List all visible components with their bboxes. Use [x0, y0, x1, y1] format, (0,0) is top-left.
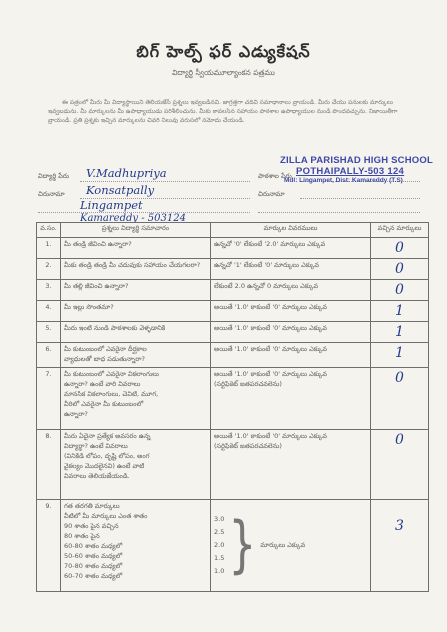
- scale-value: 3.0: [214, 515, 225, 523]
- table-row: [37, 280, 429, 301]
- header-sno: వ.సం.: [37, 223, 61, 238]
- dotted-line: [300, 198, 420, 199]
- school-name-label: పాఠశాల పేరు: [258, 172, 292, 180]
- row-mark: 0: [371, 280, 429, 301]
- brace-glyph: }: [228, 509, 257, 581]
- row-question: మీ కుటుంబంలో ఎవరైనా వికలాంగులు ఉన్నారా? ఉంటే వారి వివరాలు మానసిక వికలాంగులు, చెవిటి, మూగ, వీరిలో ఎవరైనా మీ కుటుంబంలో ఉన్నారా?: [61, 368, 211, 430]
- row-number: 9.: [37, 500, 61, 592]
- table-row: [37, 259, 429, 280]
- header-question: ప్రశ్నలు విద్యార్థి సమాచారం: [61, 223, 211, 238]
- intro-line: మీకు కావలసిన సహాయం పాఠశాల ఉపాధ్యాయుల నుండి పొందవచ్చును. నిజాయితీగా వ్రాయండి.: [48, 108, 398, 125]
- row-criteria: [211, 500, 371, 592]
- scale-value: 1.5: [214, 554, 225, 562]
- table-row: [37, 343, 429, 368]
- table-row: [37, 322, 429, 343]
- row-number: 8.: [37, 430, 61, 500]
- stamp-line-1: ZILLA PARISHAD HIGH SCHOOL: [280, 155, 433, 166]
- table-row: [37, 238, 429, 259]
- row-criteria: అయితే '1.0' కాకుంటే '0' మార్కులు ఎక్కువ (సర్టిఫికెట్ జతపరచవలెను): [211, 430, 371, 500]
- intro-line: మీరు చేయు పనులకు మార్కులు ఇవ్వబడును. మీ మార్కులను మీ ఉపాధ్యాయుడు పరిశీలించును.: [48, 99, 393, 116]
- row-number: 4.: [37, 301, 61, 322]
- dotted-line: [80, 181, 250, 182]
- assessment-table: [36, 222, 429, 592]
- row-question: మీ తల్లి జీవించి ఉన్నారా?: [61, 280, 211, 301]
- row-question: మీ తండ్రి జీవించి ఉన్నారా?: [61, 238, 211, 259]
- table-row: [37, 368, 429, 430]
- table-row: [37, 430, 429, 500]
- row-criteria: ఉన్నచో '0' లేకుంటే '2.0' మార్కులు ఎక్కువ: [211, 238, 371, 259]
- student-name-value: V.Madhupriya: [86, 166, 167, 180]
- row-mark: 3: [371, 500, 429, 592]
- intro-line: ఈ పత్రంలో మీరు మీ విద్యాస్థాయిని తెలియజేసే ప్రశ్నలు ఇవ్వబడినవి. జాగ్రత్తగా చదివి సమాధానాలు వ్రాయండి.: [62, 99, 317, 106]
- row-criteria: ఉన్నచో '1' లేకుంటే '0' మార్కులు ఎక్కువ: [211, 259, 371, 280]
- header-marks: వచ్చిన మార్కులు: [371, 223, 429, 238]
- address-line-3: Kamareddy - 503124: [80, 213, 186, 224]
- table-row: [37, 500, 429, 592]
- row-question: మీ కుటుంబంలో ఎవరైనా దీర్ఘకాల వ్యాధులతో బాధ పడుతున్నారా?: [61, 343, 211, 368]
- school-stamp: [280, 155, 440, 184]
- address-label: చిరునామా: [38, 190, 65, 198]
- row-number: 5.: [37, 322, 61, 343]
- stamp-line-3: Mdl: Lingampet, Dist: Kamareddy (T.S): [284, 177, 403, 184]
- row-question: మీకు తండ్రి తండ్రి మీ చదువుకు సహాయం చేయగలరా?: [61, 259, 211, 280]
- row-question: మీరు ఏదైనా ప్రత్యేక అవసరం ఉన్న విద్యార్థా? ఉంటే వివరాలు (వినికిడి లోపం, దృష్టి లోపం, అంగ వైకల్యం మొదలైనవి) ఉంటే వాటి వివరాలు తెలియజేయండి.: [61, 430, 211, 500]
- row-number: 6.: [37, 343, 61, 368]
- row-number: 7.: [37, 368, 61, 430]
- header-criteria: మార్కుల వివరములు: [211, 223, 371, 238]
- scale-value: 1.0: [214, 567, 225, 575]
- marks-scale: [214, 509, 367, 581]
- row-number: 2.: [37, 259, 61, 280]
- row-mark: 0: [371, 368, 429, 430]
- row-number: 3.: [37, 280, 61, 301]
- stamp-line-2: POTHAIPALLY-503 124: [296, 166, 405, 177]
- row-mark: 0: [371, 430, 429, 500]
- row-question: మీరు ఇంటి నుండి పాఠశాలకు వెళ్ళడానికి: [61, 322, 211, 343]
- row-criteria: అయితే '1.0' కాకుంటే '0' మార్కులు ఎక్కువ (సర్టిఫికెట్ జతపరచవలెను): [211, 368, 371, 430]
- dotted-line: [258, 212, 420, 213]
- row-mark: 1: [371, 343, 429, 368]
- table-row: [37, 301, 429, 322]
- student-name-label: విద్యార్థి పేరు: [38, 172, 70, 180]
- row-mark: 0: [371, 259, 429, 280]
- scale-value: 2.5: [214, 528, 225, 536]
- school-address-label: చిరునామా: [258, 190, 285, 198]
- scale-value: 2.0: [214, 541, 225, 549]
- row-mark: 1: [371, 322, 429, 343]
- form-subtitle: విద్యార్థి స్వీయమూల్యాంకన పత్రము: [172, 68, 275, 77]
- row-mark: 0: [371, 238, 429, 259]
- address-line-2: Lingampet: [80, 198, 143, 212]
- row-criteria: అయితే '1.0' కాకుంటే '0' మార్కులు ఎక్కువ: [211, 322, 371, 343]
- row-question: గత తరగతి మార్కులు వీటిలో మీ మార్కులు ఎంత శాతం 90 శాతం పైన వచ్చిన 80 శాతం పైన 60-80 శాతం మధ్యలో 50-60 శాతం మధ్యలో 70-80 శాతం మధ్యలో 60-70 శాతం మధ్యలో: [61, 500, 211, 592]
- form-title: బిగ్ హెల్ప్ ఫర్ ఎడ్యుకేషన్: [136, 42, 311, 61]
- row-criteria: అయితే '1.0' కాకుంటే '0' మార్కులు ఎక్కువ: [211, 301, 371, 322]
- address-line-1: Konsatpally: [86, 183, 155, 197]
- table-header-row: [37, 223, 429, 238]
- row-criteria: అయితే '1.0' కాకుంటే '0' మార్కులు ఎక్కువ: [211, 343, 371, 368]
- row-number: 1.: [37, 238, 61, 259]
- row-question: మీ ఇల్లు సొంతమా?: [61, 301, 211, 322]
- intro-line: ప్రతి ప్రశ్నకు ఇచ్చిన మార్కులను చివరి నిలువు వరుసలో నమోదు చేయండి.: [73, 117, 245, 125]
- row-criteria: లేకుంటే 2.0 ఉన్నచో 0 మార్కులు ఎక్కువ: [211, 280, 371, 301]
- row-mark: 1: [371, 301, 429, 322]
- scale-label: మార్కులు ఎక్కువ: [260, 540, 306, 549]
- intro-paragraph: [48, 98, 420, 126]
